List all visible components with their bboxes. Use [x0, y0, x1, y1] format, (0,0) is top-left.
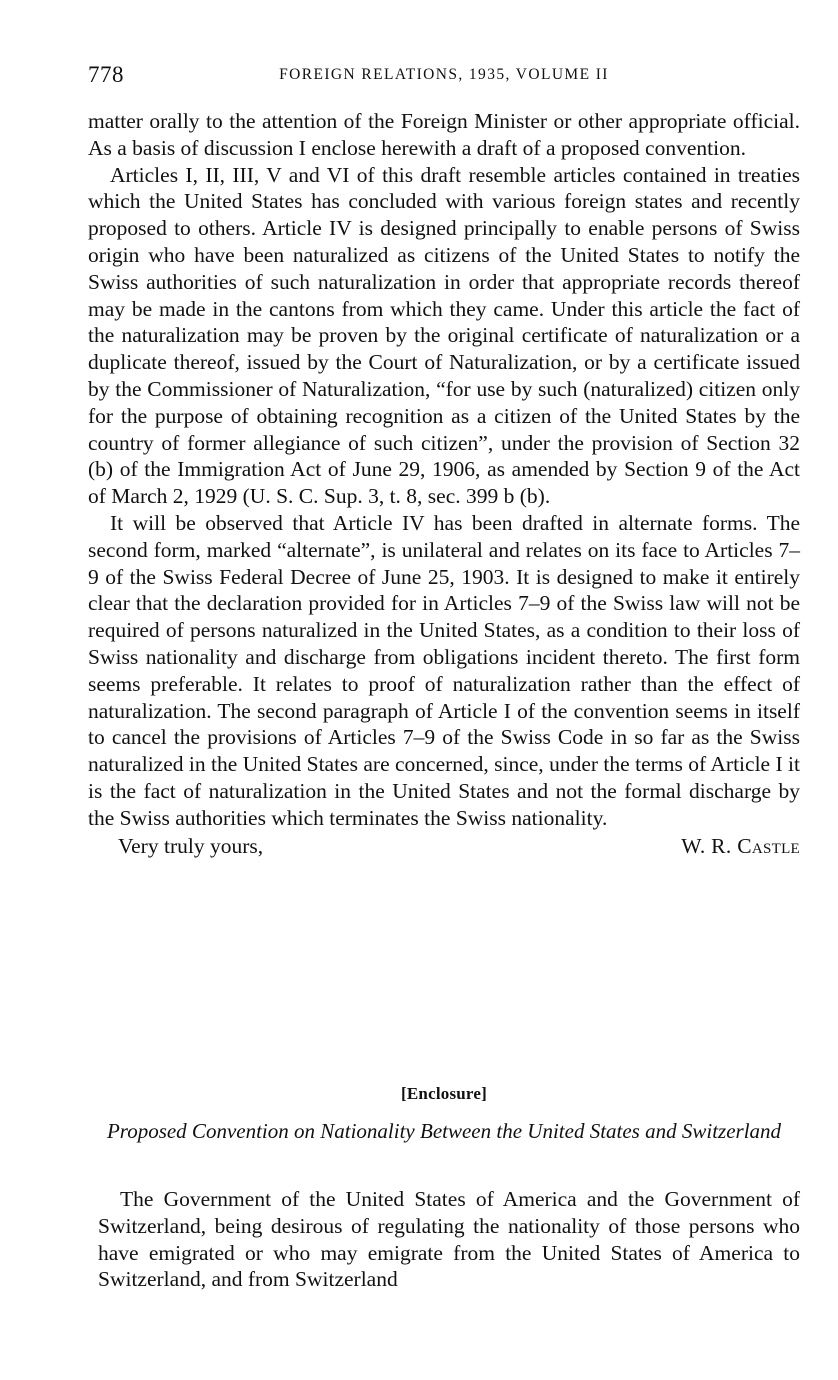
paragraph-articles: Articles I, II, III, V and VI of this draft resemble articles contained in treaties which the United States has concluded with various foreign states and recently proposed to others. Article IV is designed principally to enable persons of Swiss origin who have been naturalized as citizens of the United States to notify the Swiss authorities of such naturalization in order that appropriate records thereof may be made in the cantons from which they came. Under this article the fact of the naturalization may be proven by the original certificate of naturalization or a duplicate thereof, issued by the Court of Naturalization, or by a certificate issued by the Commissioner of Naturalization, “for use by such (naturalized) citizen only for the purpose of obtaining recognition as a citizen of the United States by the country of former allegiance of such citizen”, under the provision of Section 32 (b) of the Immigration Act of June 29, 1906, as amended by Section 9 of the Act of March 2, 1929 (U. S. C. Sup. 3, t. 8, sec. 399 b (b).	[88, 162, 800, 509]
enclosure-title: Proposed Convention on Nationality Between the United States and Switzerland	[106, 1119, 782, 1143]
running-head: FOREIGN RELATIONS, 1935, VOLUME II	[279, 66, 609, 83]
page-header	[88, 62, 800, 92]
paragraph-article-iv: It will be observed that Article IV has been drafted in alternate forms. The second form, marked “alternate”, is unilateral and relates on its face to Articles 7–9 of the Swiss Federal Decree of June 25, 1903. It is designed to make it entirely clear that the declaration provided for in Articles 7–9 of the Swiss law will not be required of persons naturalized in the United States, as a condition to their loss of Swiss nationality and discharge from obligations incident thereto. The first form seems preferable. It relates to proof of naturalization rather than the effect of naturalization. The second paragraph of Article I of the convention seems in itself to cancel the provisions of Articles 7–9 of the Swiss Code in so far as the Swiss naturalized in the United States are concerned, since, under the terms of Article I it is the fact of naturalization in the United States and not the formal discharge by the Swiss authorities which terminates the Swiss nationality.	[88, 510, 800, 830]
enclosure-paragraph: The Government of the United States of America and the Government of Switzerland, being desirous of regulating the nationality of those persons who have emigrated or who may emigrate from the United States of America to Switzerland, and from Switzerland	[98, 1187, 800, 1292]
letter-body	[88, 108, 800, 860]
paragraph-continuation: matter orally to the attention of the Foreign Minister or other appropriate official. As a basis of discussion I enclose herewith a draft of a proposed convention.	[88, 109, 800, 160]
signature	[681, 833, 800, 860]
complimentary-close: Very truly yours,	[118, 833, 264, 858]
enclosure-label: [Enclosure]	[401, 1084, 487, 1103]
closing-row	[88, 833, 800, 860]
enclosure-body	[98, 1186, 800, 1293]
signature-initials: W. R.	[681, 833, 732, 858]
page-number: 778	[88, 62, 124, 87]
signature-surname: Castle	[737, 833, 800, 858]
